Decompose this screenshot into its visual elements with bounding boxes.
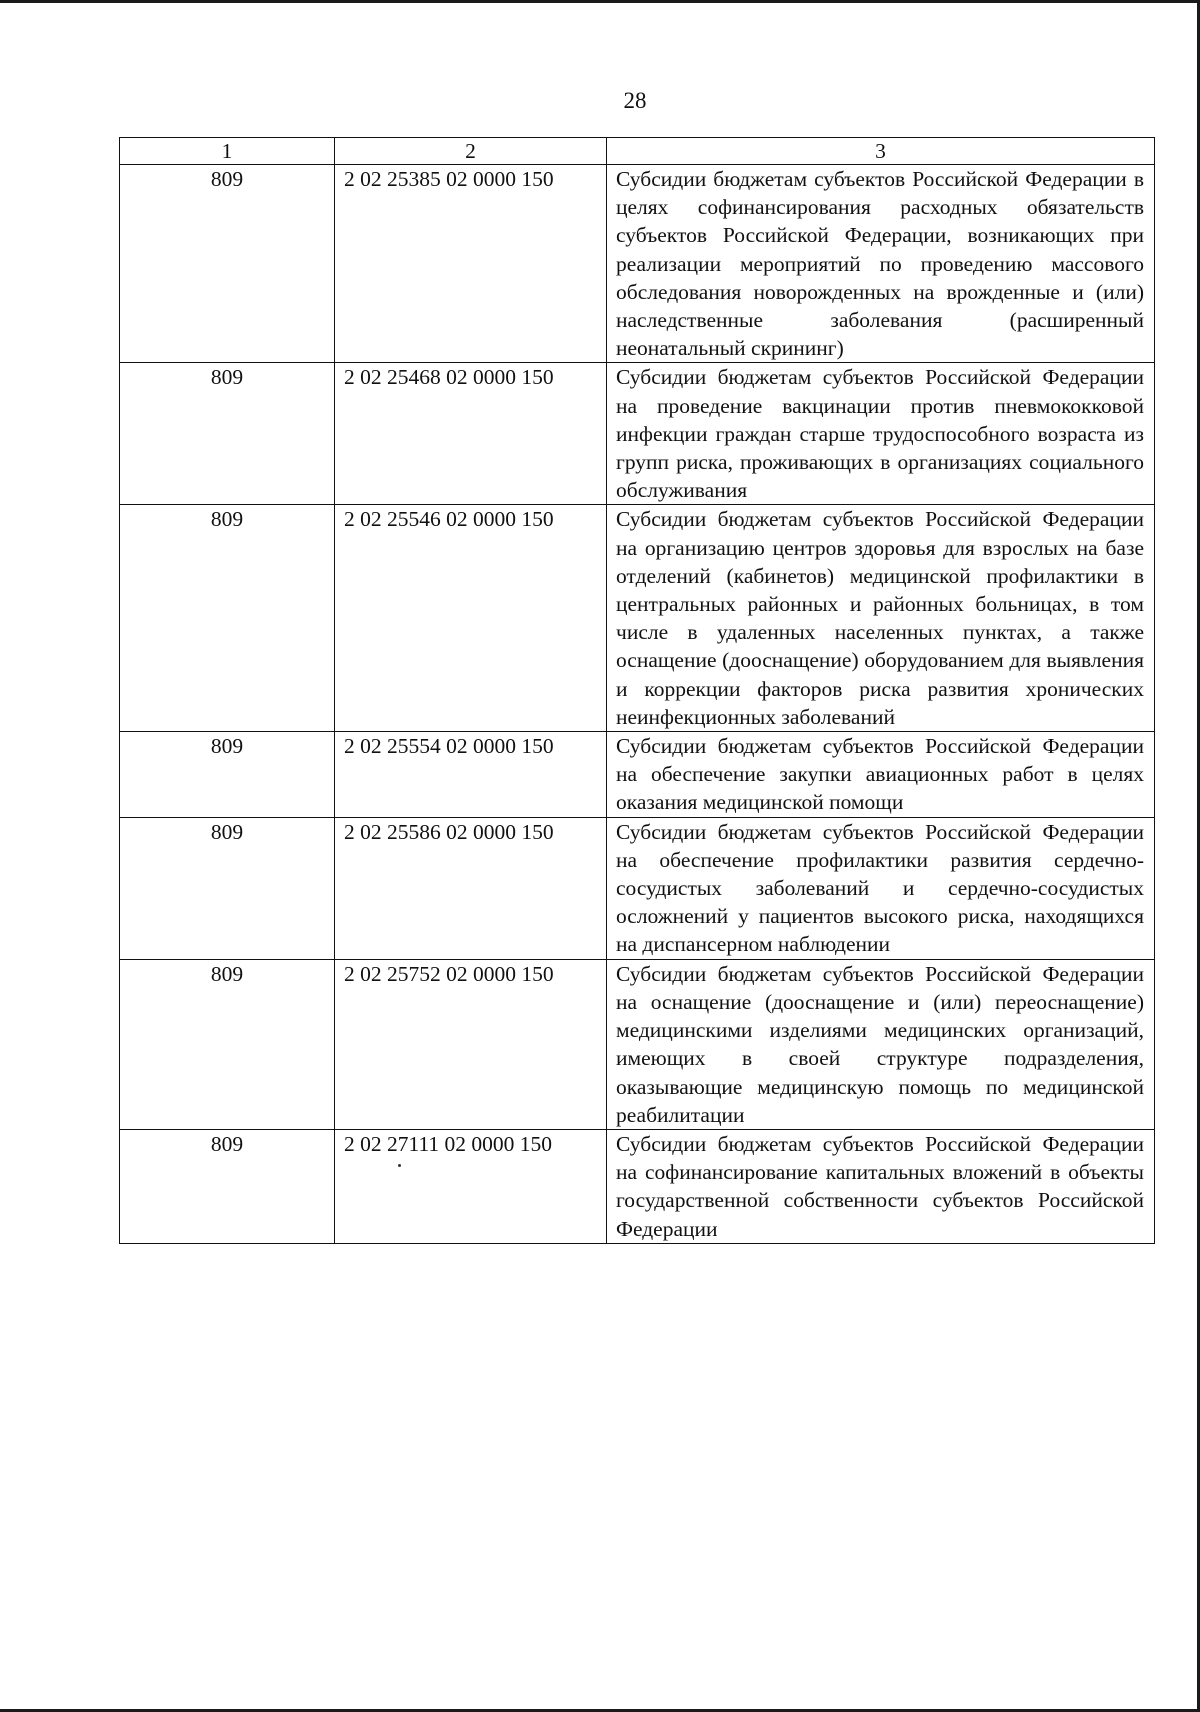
header-row [120, 138, 1155, 165]
scan-speck [398, 1164, 401, 1167]
page-number: 28 [623, 88, 647, 113]
budget-code-cell: 2 02 25752 02 0000 150 [335, 959, 607, 1129]
income-name-cell: Субсидии бюджетам субъектов Российской Федерации на обеспечение закупки авиационных работ в целях оказания медицинской помощи [607, 732, 1155, 818]
admin-code-cell: 809 [120, 505, 335, 732]
header-col-3: 3 [607, 138, 1155, 165]
admin-code-cell: 809 [120, 1129, 335, 1243]
table-row [120, 363, 1155, 505]
table-row [120, 1129, 1155, 1243]
budget-code-cell: 2 02 25586 02 0000 150 [335, 817, 607, 959]
admin-code-cell: 809 [120, 817, 335, 959]
table-row [120, 817, 1155, 959]
table-row [120, 732, 1155, 818]
admin-code-cell: 809 [120, 959, 335, 1129]
budget-code-cell: 2 02 25554 02 0000 150 [335, 732, 607, 818]
table-row [120, 165, 1155, 363]
income-name-cell: Субсидии бюджетам субъектов Российской Федерации на софинансирование капитальных вложений в объекты государственной собственности субъектов Российской Федерации [607, 1129, 1155, 1243]
income-name-cell: Субсидии бюджетам субъектов Российской Федерации на обеспечение профилактики развития сердечно-сосудистых заболеваний и сердечно-сосудистых осложнений у пациентов высокого риска, находящихся на диспансерном наблюдении [607, 817, 1155, 959]
table-row [120, 505, 1155, 732]
income-name-cell: Субсидии бюджетам субъектов Российской Федерации в целях софинансирования расходных обязательств субъектов Российской Федерации, возникающих при реализации мероприятий по проведению массового обследования новорожденных на врожденные и (или) наследственные заболевания (расширенный неонатальный скрининг) [607, 165, 1155, 363]
table-header [120, 138, 1155, 165]
income-name-cell: Субсидии бюджетам субъектов Российской Федерации на оснащение (дооснащение и (или) переоснащение) медицинскими изделиями медицинских организаций, имеющих в своей структуре подразделения, оказывающие медицинскую помощь по медицинской реабилитации [607, 959, 1155, 1129]
admin-code-cell: 809 [120, 732, 335, 818]
table-row [120, 959, 1155, 1129]
header-col-2: 2 [335, 138, 607, 165]
budget-code-cell: 2 02 25468 02 0000 150 [335, 363, 607, 505]
admin-code-cell: 809 [120, 165, 335, 363]
scan-edge-top [0, 0, 1200, 3]
header-col-1: 1 [120, 138, 335, 165]
budget-code-cell: 2 02 25385 02 0000 150 [335, 165, 607, 363]
table-body [120, 165, 1155, 1244]
budget-code-cell: 2 02 27111 02 0000 150 [335, 1129, 607, 1243]
budget-code-cell: 2 02 25546 02 0000 150 [335, 505, 607, 732]
income-name-cell: Субсидии бюджетам субъектов Российской Федерации на проведение вакцинации против пневмококковой инфекции граждан старше трудоспособного возраста из групп риска, проживающих в организациях социального обслуживания [607, 363, 1155, 505]
budget-codes-table [119, 137, 1155, 1244]
admin-code-cell: 809 [120, 363, 335, 505]
income-name-cell: Субсидии бюджетам субъектов Российской Федерации на организацию центров здоровья для взрослых на базе отделений (кабинетов) медицинской профилактики в центральных районных и районных больницах, в том числе в удаленных населенных пунктах, а также оснащение (дооснащение) оборудованием для выявления и коррекции факторов риска развития хронических неинфекционных заболеваний [607, 505, 1155, 732]
